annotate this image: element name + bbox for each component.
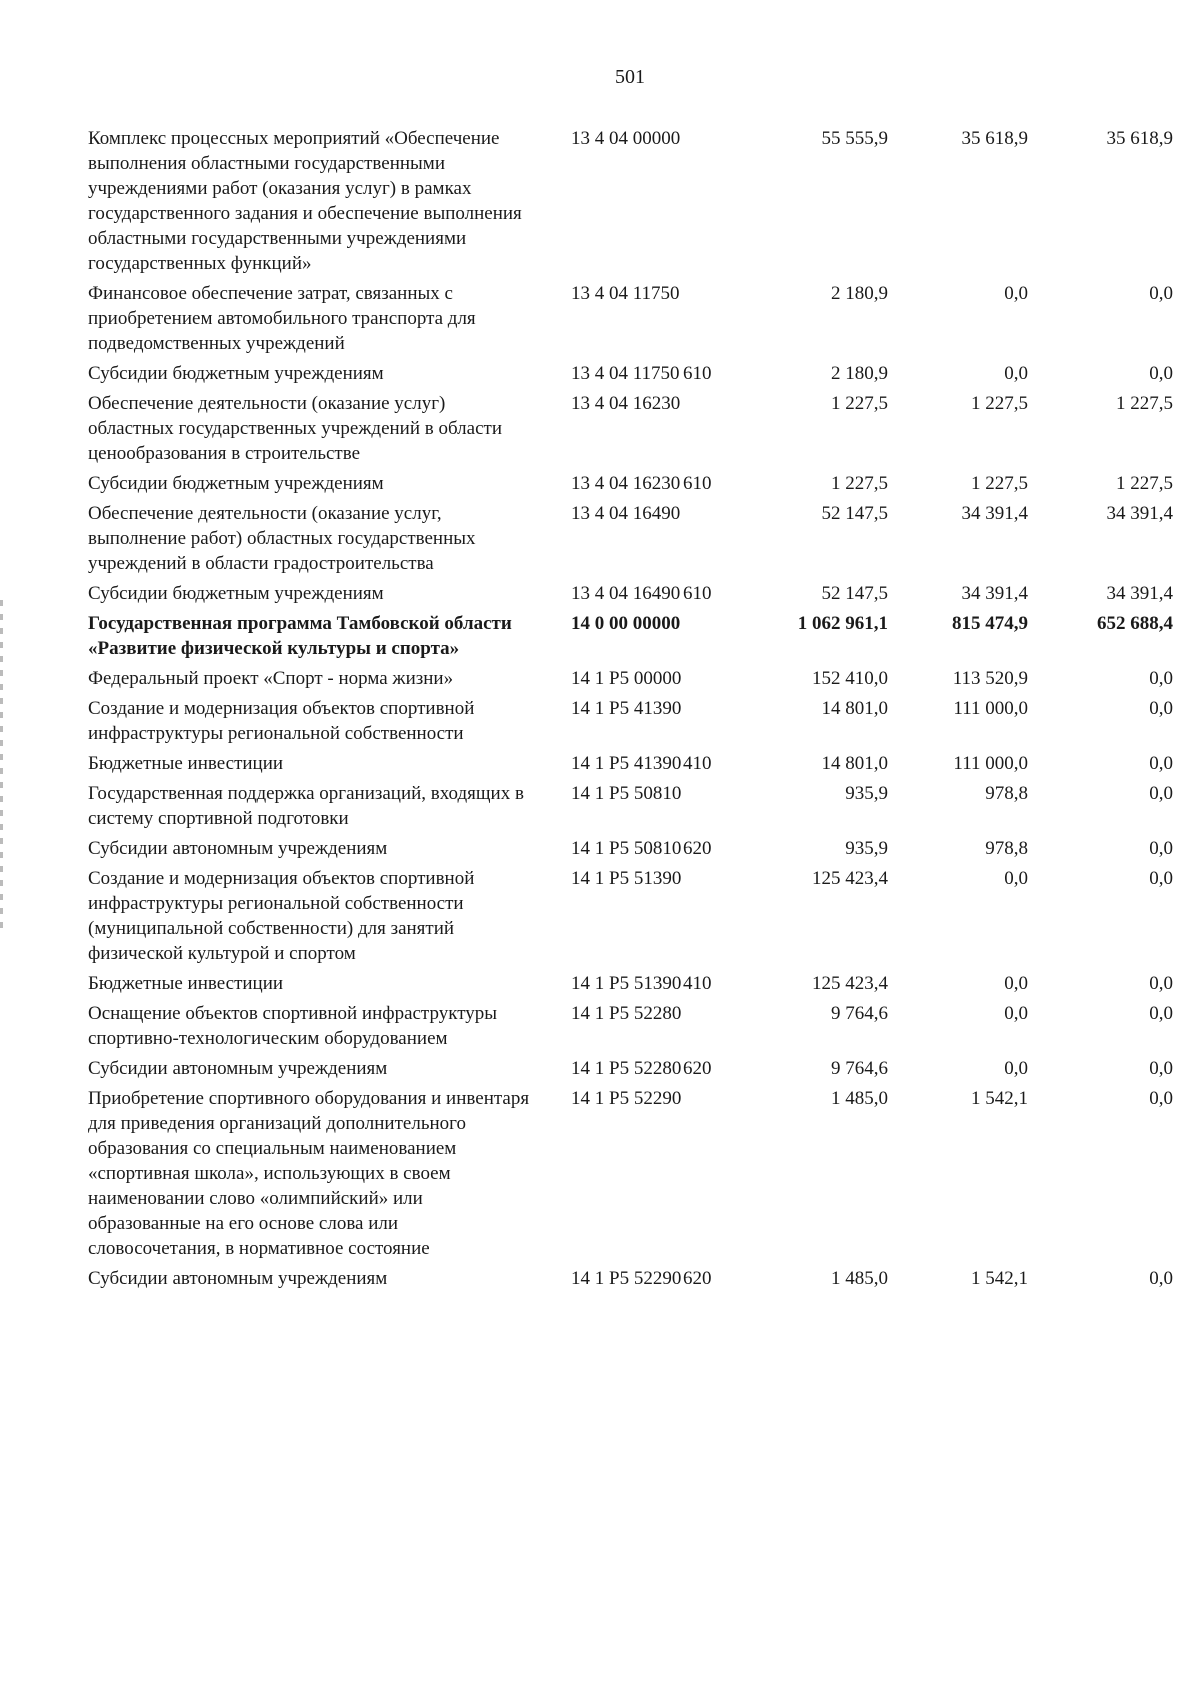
row-amount-2: 0,0 — [1004, 283, 1028, 304]
row-amount-3: 0,0 — [1149, 1058, 1173, 1079]
row-amount-3: 0,0 — [1149, 283, 1173, 304]
row-amount-2: 0,0 — [1004, 1058, 1028, 1079]
row-amount-2: 111 000,0 — [953, 753, 1028, 774]
scan-edge-marks — [0, 600, 3, 930]
row-name: Обеспечение деятельности (оказание услуг, выполнение работ) областных государственных учреждений в области градостроительства — [88, 503, 476, 574]
row-expense-kind: 610 — [683, 473, 712, 494]
row-amount-2: 1 227,5 — [971, 393, 1028, 414]
row-name: Комплекс процессных мероприятий «Обеспечение выполнения областными государственными учреждениями работ (оказания услуг) в рамках государственного задания и обеспечение выполнения областными государственными учреждениями государственных функций» — [88, 128, 522, 274]
row-name: Создание и модернизация объектов спортивной инфраструктуры региональной собственности (муниципальной собственности) для занятий физической культурой и спортом — [88, 868, 475, 964]
row-amount-3: 0,0 — [1149, 753, 1173, 774]
row-target-code: 13 4 04 16490 — [571, 583, 681, 604]
row-amount-2: 978,8 — [985, 838, 1028, 859]
row-amount-3: 0,0 — [1149, 783, 1173, 804]
row-amount-1: 2 180,9 — [831, 283, 888, 304]
row-name: Оснащение объектов спортивной инфраструктуры спортивно-технологическим оборудованием — [88, 1003, 498, 1049]
row-amount-1: 14 801,0 — [821, 698, 888, 719]
row-expense-kind: 410 — [683, 753, 712, 774]
row-amount-2: 1 542,1 — [971, 1088, 1028, 1109]
row-expense-kind: 610 — [683, 363, 712, 384]
row-amount-2: 35 618,9 — [961, 128, 1028, 149]
row-amount-2: 1 542,1 — [971, 1268, 1028, 1289]
table-row — [88, 1266, 1173, 1296]
row-amount-3: 0,0 — [1149, 973, 1173, 994]
row-amount-3: 34 391,4 — [1106, 583, 1173, 604]
row-amount-1: 55 555,9 — [821, 128, 888, 149]
table-row — [88, 751, 1173, 781]
table-row — [88, 696, 1173, 751]
row-target-code: 13 4 04 16230 — [571, 393, 681, 414]
row-amount-1: 1 227,5 — [831, 393, 888, 414]
row-amount-1: 14 801,0 — [821, 753, 888, 774]
row-amount-3: 0,0 — [1149, 668, 1173, 689]
row-expense-kind: 620 — [683, 1058, 712, 1079]
row-amount-1: 9 764,6 — [831, 1003, 888, 1024]
table-row — [88, 611, 1173, 666]
row-expense-kind — [683, 611, 738, 666]
row-amount-3: 0,0 — [1149, 868, 1173, 889]
row-amount-3: 652 688,4 — [1097, 613, 1173, 634]
row-amount-2: 0,0 — [1004, 1003, 1028, 1024]
row-amount-1: 935,9 — [845, 783, 888, 804]
table-row — [88, 971, 1173, 1001]
table-row — [88, 1056, 1173, 1086]
row-amount-3: 34 391,4 — [1106, 503, 1173, 524]
row-expense-kind: 620 — [683, 1268, 712, 1289]
row-name: Финансовое обеспечение затрат, связанных с приобретением автомобильного транспорта для подведомственных учреждений — [88, 283, 476, 354]
table-row — [88, 281, 1173, 361]
row-amount-3: 0,0 — [1149, 838, 1173, 859]
row-amount-2: 978,8 — [985, 783, 1028, 804]
row-target-code: 14 1 P5 52290 — [571, 1268, 682, 1289]
row-target-code: 14 0 00 00000 — [571, 613, 681, 634]
row-expense-kind — [683, 1001, 738, 1056]
row-expense-kind — [683, 281, 738, 361]
table-row — [88, 866, 1173, 971]
row-target-code: 14 1 P5 52280 — [571, 1058, 682, 1079]
row-name: Федеральный проект «Спорт - норма жизни» — [88, 668, 454, 689]
row-amount-1: 1 485,0 — [831, 1268, 888, 1289]
row-target-code: 14 1 P5 50810 — [571, 783, 682, 804]
row-amount-3: 0,0 — [1149, 1088, 1173, 1109]
row-name: Субсидии бюджетным учреждениям — [88, 363, 384, 384]
row-amount-2: 34 391,4 — [961, 583, 1028, 604]
table-row — [88, 1086, 1173, 1266]
row-name: Бюджетные инвестиции — [88, 753, 284, 774]
row-name: Государственная поддержка организаций, входящих в систему спортивной подготовки — [88, 783, 524, 829]
row-amount-2: 0,0 — [1004, 363, 1028, 384]
row-expense-kind — [683, 866, 738, 971]
row-amount-2: 0,0 — [1004, 973, 1028, 994]
row-target-code: 14 1 P5 52280 — [571, 1003, 682, 1024]
table-row — [88, 391, 1173, 471]
row-name: Субсидии автономным учреждениям — [88, 838, 388, 859]
row-amount-3: 0,0 — [1149, 1003, 1173, 1024]
row-target-code: 14 1 P5 52290 — [571, 1088, 682, 1109]
row-amount-3: 0,0 — [1149, 1268, 1173, 1289]
row-amount-2: 34 391,4 — [961, 503, 1028, 524]
row-target-code: 14 1 P5 41390 — [571, 698, 682, 719]
table-row — [88, 666, 1173, 696]
row-amount-1: 125 423,4 — [812, 973, 888, 994]
row-name: Субсидии бюджетным учреждениям — [88, 473, 384, 494]
row-expense-kind — [683, 501, 738, 581]
row-name: Приобретение спортивного оборудования и инвентаря для приведения организаций дополнительного образования со специальным наименованием «спортивная школа», использующих в своем наименовании слово «олимпийский» или образованные на его основе слова или словосочетания, в нормативное состояние — [88, 1088, 530, 1259]
row-name: Государственная программа Тамбовской области «Развитие физической культуры и спорта» — [88, 613, 512, 659]
table-row — [88, 361, 1173, 391]
row-name: Создание и модернизация объектов спортивной инфраструктуры региональной собственности — [88, 698, 475, 744]
row-expense-kind — [683, 391, 738, 471]
row-amount-1: 1 062 961,1 — [797, 613, 888, 634]
row-amount-1: 1 485,0 — [831, 1088, 888, 1109]
row-amount-1: 52 147,5 — [821, 583, 888, 604]
row-name: Обеспечение деятельности (оказание услуг) областных государственных учреждений в области ценообразования в строительстве — [88, 393, 502, 464]
row-amount-3: 35 618,9 — [1106, 128, 1173, 149]
row-amount-2: 0,0 — [1004, 868, 1028, 889]
row-name: Субсидии автономным учреждениям — [88, 1268, 388, 1289]
budget-table-body — [88, 126, 1173, 1296]
row-expense-kind — [683, 126, 738, 281]
table-row — [88, 126, 1173, 281]
row-amount-2: 815 474,9 — [952, 613, 1028, 634]
table-row — [88, 836, 1173, 866]
table-row — [88, 501, 1173, 581]
row-amount-2: 111 000,0 — [953, 698, 1028, 719]
row-target-code: 13 4 04 11750 — [571, 283, 680, 304]
row-amount-3: 0,0 — [1149, 363, 1173, 384]
row-expense-kind — [683, 1086, 738, 1266]
row-amount-2: 1 227,5 — [971, 473, 1028, 494]
row-name: Бюджетные инвестиции — [88, 973, 284, 994]
row-amount-3: 1 227,5 — [1116, 473, 1173, 494]
row-expense-kind: 610 — [683, 583, 712, 604]
row-target-code: 13 4 04 00000 — [571, 128, 681, 149]
row-amount-1: 152 410,0 — [812, 668, 888, 689]
row-name: Субсидии автономным учреждениям — [88, 1058, 388, 1079]
page-number: 501 — [615, 66, 645, 88]
row-amount-3: 0,0 — [1149, 698, 1173, 719]
row-target-code: 13 4 04 16490 — [571, 503, 681, 524]
row-expense-kind — [683, 696, 738, 751]
table-row — [88, 471, 1173, 501]
row-expense-kind — [683, 666, 738, 696]
row-amount-1: 2 180,9 — [831, 363, 888, 384]
table-row — [88, 781, 1173, 836]
budget-table — [88, 126, 1173, 1296]
row-amount-2: 113 520,9 — [952, 668, 1028, 689]
row-expense-kind: 410 — [683, 973, 712, 994]
row-target-code: 14 1 P5 51390 — [571, 868, 682, 889]
row-amount-1: 935,9 — [845, 838, 888, 859]
row-target-code: 14 1 P5 51390 — [571, 973, 682, 994]
row-target-code: 14 1 P5 50810 — [571, 838, 682, 859]
row-expense-kind — [683, 781, 738, 836]
row-amount-1: 1 227,5 — [831, 473, 888, 494]
row-amount-3: 1 227,5 — [1116, 393, 1173, 414]
row-amount-1: 125 423,4 — [812, 868, 888, 889]
row-expense-kind: 620 — [683, 838, 712, 859]
row-target-code: 14 1 P5 41390 — [571, 753, 682, 774]
row-target-code: 14 1 P5 00000 — [571, 668, 682, 689]
table-row — [88, 581, 1173, 611]
row-name: Субсидии бюджетным учреждениям — [88, 583, 384, 604]
row-target-code: 13 4 04 16230 — [571, 473, 681, 494]
row-amount-1: 52 147,5 — [821, 503, 888, 524]
row-amount-1: 9 764,6 — [831, 1058, 888, 1079]
table-row — [88, 1001, 1173, 1056]
row-target-code: 13 4 04 11750 — [571, 363, 680, 384]
